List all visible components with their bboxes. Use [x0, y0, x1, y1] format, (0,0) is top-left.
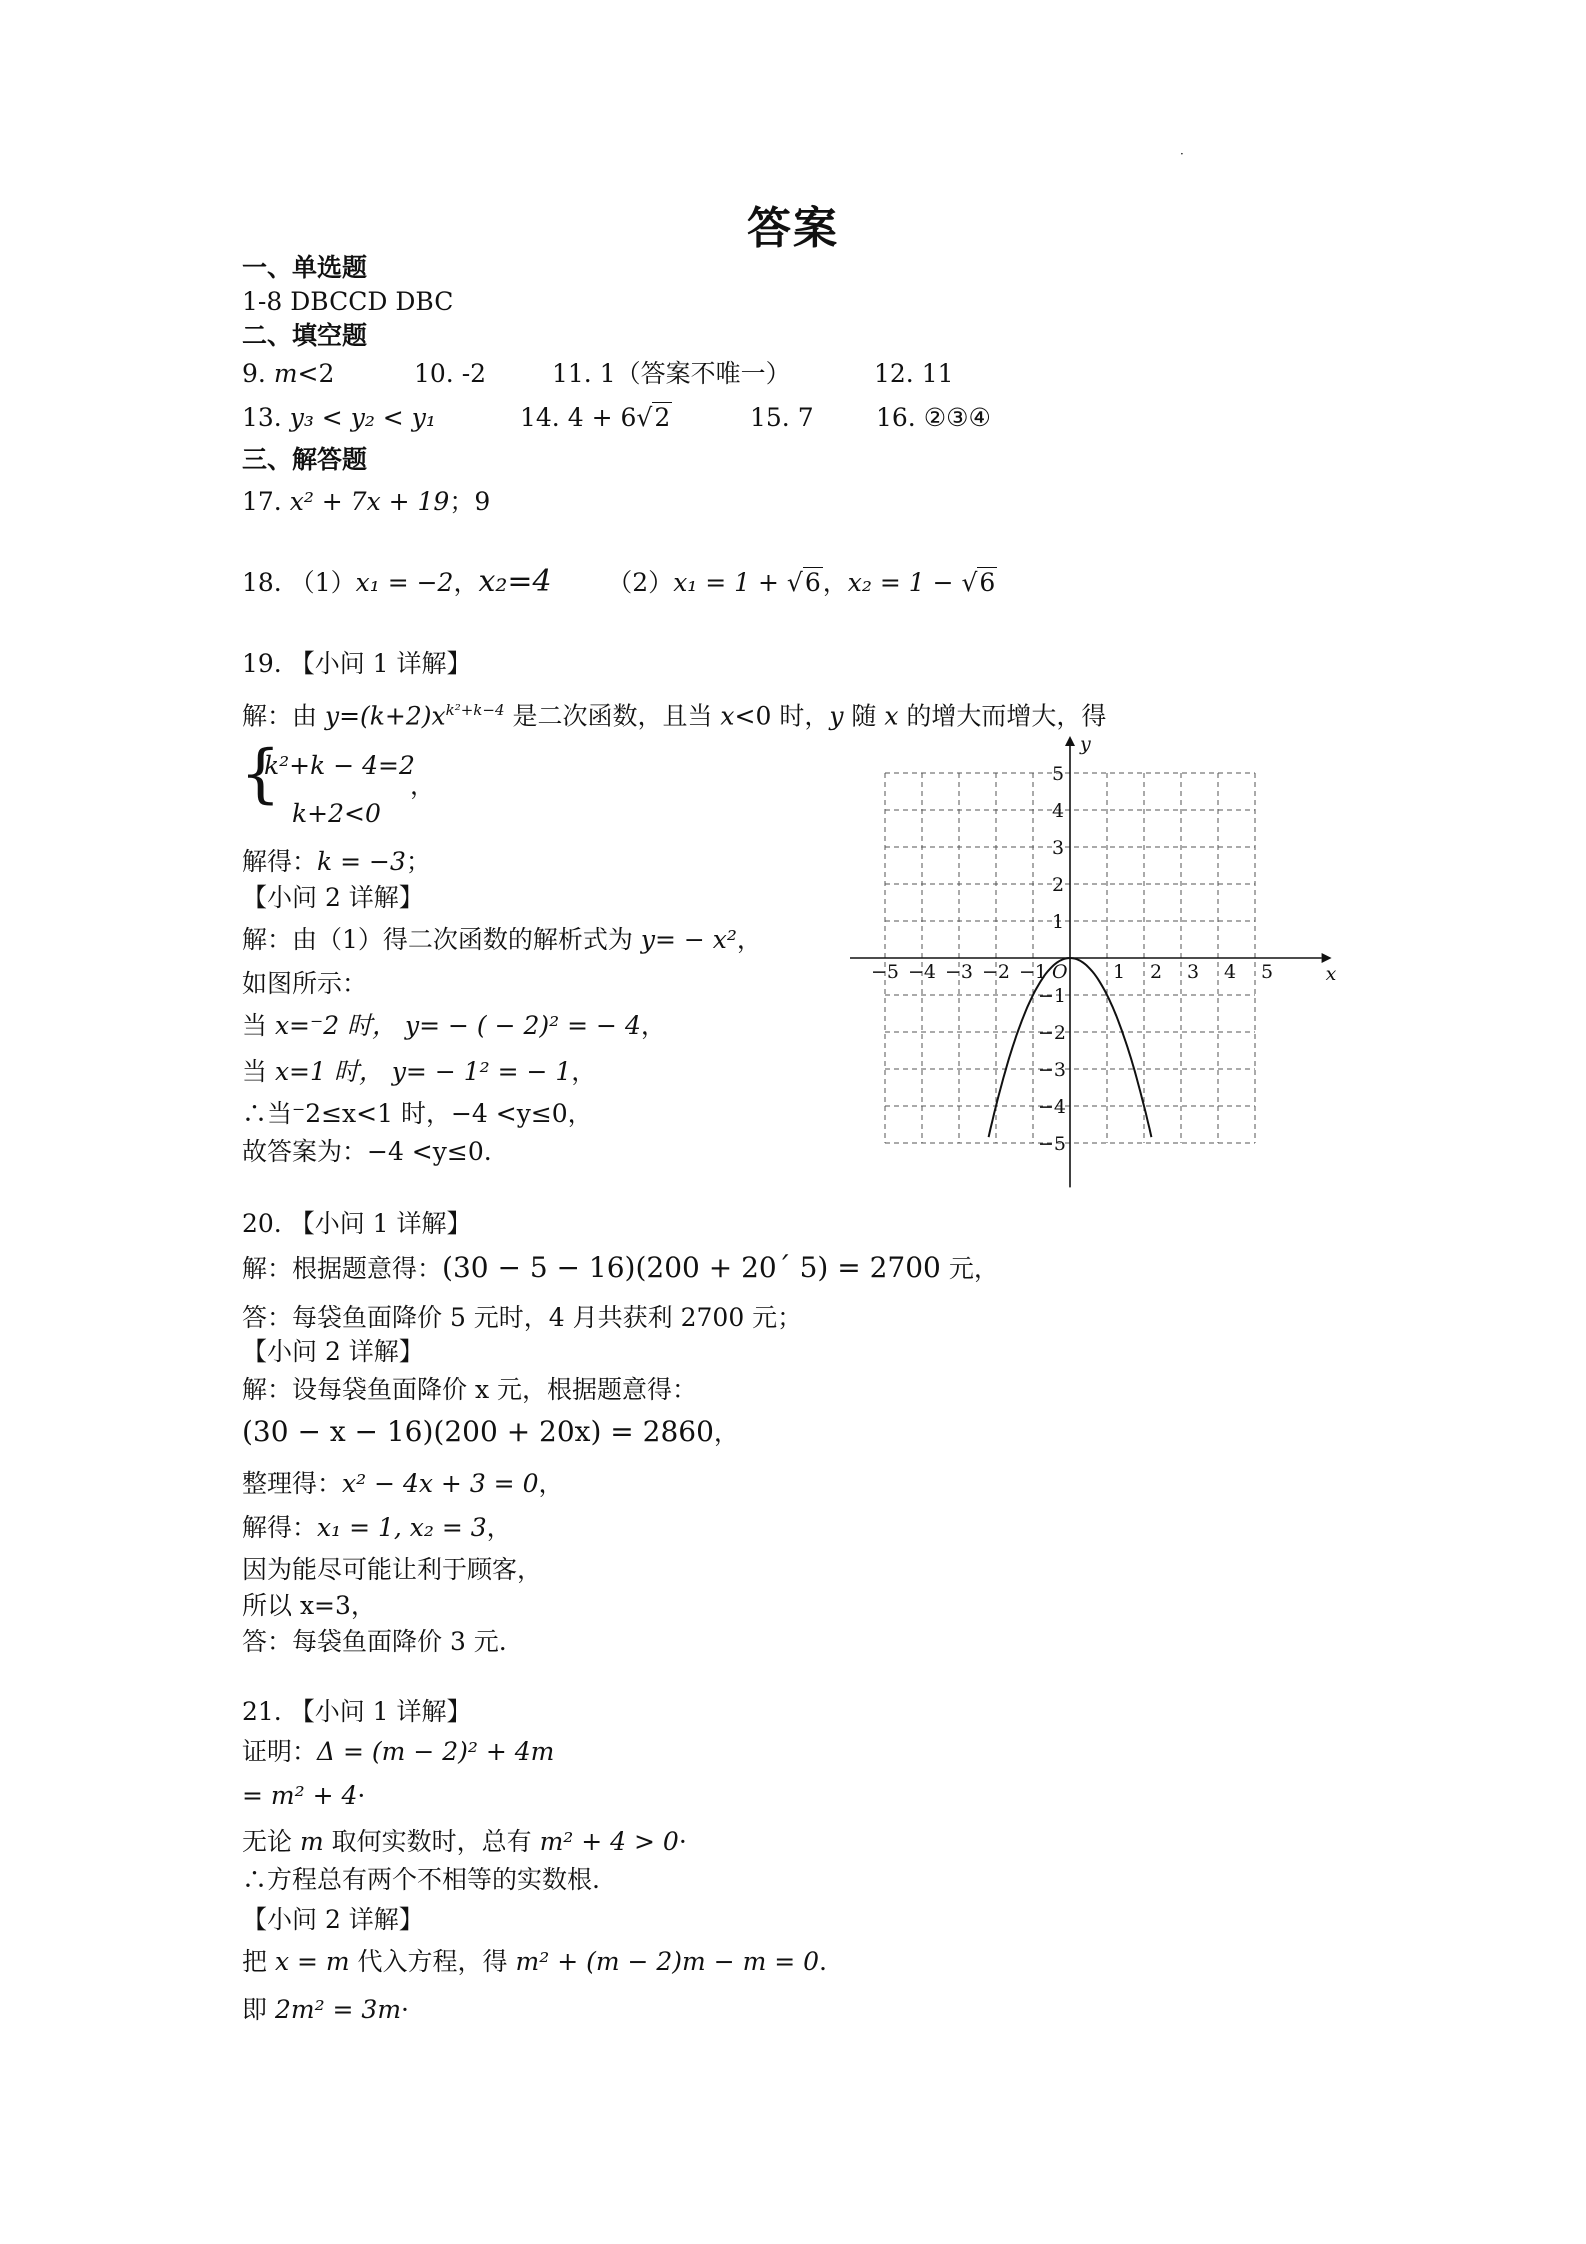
x-tick-label: 3 — [1187, 961, 1200, 983]
q21-line4: ∴方程总有两个不相等的实数根. — [242, 1865, 600, 1894]
system-brace: { — [240, 737, 281, 811]
q21-line2: = m² + 4· — [242, 1781, 366, 1810]
answer-q12: 12. 11 — [874, 359, 954, 388]
y-tick-label: 4 — [1052, 800, 1065, 822]
q21-line1: 证明：Δ = (m − 2)² + 4m — [242, 1737, 555, 1766]
parabola-graph — [850, 728, 1337, 1188]
x-tick-label: −5 — [871, 961, 900, 983]
y-tick-label: −2 — [1038, 1022, 1067, 1044]
answer-q15: 15. 7 — [750, 403, 814, 432]
q20-line2: 答：每袋鱼面降价 5 元时，4 月共获利 2700 元； — [242, 1303, 803, 1332]
y-tick-label: 1 — [1052, 911, 1065, 933]
system-eq2: k+2<0 — [292, 799, 381, 828]
q20-line8: 所以 x=3， — [242, 1591, 376, 1620]
q21-line3: 无论 m 取何实数时，总有 m² + 4 > 0· — [242, 1827, 687, 1856]
y-tick-label: 3 — [1052, 837, 1065, 859]
answer-q16: 16. ②③④ — [876, 403, 991, 432]
section-heading-fill: 二、填空题 — [242, 321, 368, 350]
answer-q17: 17. x² + 7x + 19；9 — [242, 487, 491, 516]
x-axis-label: x — [1325, 963, 1337, 985]
q20-line4: (30 − x − 16)(200 + 20x) = 2860， — [242, 1415, 739, 1448]
q20-heading: 20. 【小问 1 详解】 — [242, 1209, 472, 1238]
x-tick-label: 5 — [1261, 961, 1274, 983]
y-tick-label: 5 — [1052, 763, 1065, 785]
x-tick-label: −3 — [945, 961, 974, 983]
q20-line9: 答：每袋鱼面降价 3 元. — [242, 1627, 507, 1656]
x-tick-label: 2 — [1150, 961, 1163, 983]
q20-line5: 整理得：x² − 4x + 3 = 0， — [242, 1469, 564, 1498]
x-tick-label: 4 — [1224, 961, 1237, 983]
y-tick-label: −1 — [1038, 985, 1067, 1007]
q20-line7: 因为能尽可能让利于顾客， — [242, 1555, 543, 1584]
answer-q10: 10. -2 — [414, 359, 487, 388]
q19-line6: ∴当⁻2≤x<1 时，−4 <y≤0， — [242, 1099, 593, 1128]
q20-line1: 解：根据题意得：(30 − 5 − 16)(200 + 20´ 5) = 2700 元， — [242, 1251, 999, 1284]
x-axis-arrow — [1322, 953, 1332, 963]
system-eq1: k²+k − 4=2 — [264, 751, 415, 780]
system-comma: ， — [410, 771, 436, 800]
x-tick-label: O — [1052, 961, 1068, 983]
section-heading-mc: 一、单选题 — [242, 253, 368, 282]
page-title: 答案 — [747, 203, 839, 254]
y-axis-arrow — [1065, 736, 1075, 746]
y-tick-label: 2 — [1052, 874, 1065, 896]
q21-heading: 21. 【小问 1 详解】 — [242, 1697, 472, 1726]
x-tick-label: −2 — [982, 961, 1011, 983]
y-tick-label: −3 — [1038, 1059, 1067, 1081]
answer-q11: 11. 1（答案不唯一） — [552, 359, 791, 388]
answer-q18: 18. （1）x₁ = −2，x₂=4 （2）x₁ = 1 + √6，x₂ = 1 − √6 — [242, 564, 996, 599]
q20-heading2: 【小问 2 详解】 — [242, 1337, 424, 1366]
x-tick-label: −1 — [1019, 961, 1048, 983]
y-tick-label: −4 — [1038, 1096, 1067, 1118]
q21-heading2: 【小问 2 详解】 — [242, 1905, 424, 1934]
y-axis-label: y — [1080, 733, 1091, 755]
q19-line2: 解：由（1）得二次函数的解析式为 y= − x²， — [242, 925, 762, 954]
graph-tick-labels — [871, 733, 1337, 1155]
q19-line7: 故答案为：−4 <y≤0. — [242, 1137, 492, 1166]
x-tick-label: 1 — [1113, 961, 1126, 983]
q19-line3: 如图所示： — [242, 969, 368, 998]
corner-dot: · — [1180, 147, 1184, 161]
answer-q9: 9. m<2 — [242, 359, 335, 388]
q20-line3: 解：设每袋鱼面降价 x 元，根据题意得： — [242, 1375, 697, 1404]
q19-heading2: 【小问 2 详解】 — [242, 883, 424, 912]
q19-line4: 当 x=⁻2 时， y= − ( − 2)² = − 4， — [242, 1011, 666, 1040]
x-tick-label: −4 — [908, 961, 937, 983]
answer-q14: 14. 4 + 6√2 — [520, 403, 671, 432]
mc-answers: 1-8 DBCCD DBC — [242, 287, 454, 316]
q19-line1: 解：由 $y=(k+2)x^{k^2+k-4}$ 是二次函数，且当 x<0 时，y 随 x 的增大而增大，得 — [242, 701, 1107, 731]
section-heading-solve: 三、解答题 — [242, 445, 368, 474]
q21-line5: 把 x = m 代入方程，得 m² + (m − 2)m − m = 0. — [242, 1947, 827, 1976]
y-tick-label: −5 — [1038, 1133, 1067, 1155]
q19-solution: 解得：k = −3； — [242, 847, 431, 876]
q19-heading: 19. 【小问 1 详解】 — [242, 649, 472, 678]
q21-line6: 即 2m² = 3m· — [242, 1995, 409, 2024]
answer-q13: 13. y₃ < y₂ < y₁ — [242, 403, 436, 432]
q20-line6: 解得：x₁ = 1, x₂ = 3， — [242, 1513, 512, 1542]
q19-line5: 当 x=1 时， y= − 1² = − 1， — [242, 1057, 597, 1086]
